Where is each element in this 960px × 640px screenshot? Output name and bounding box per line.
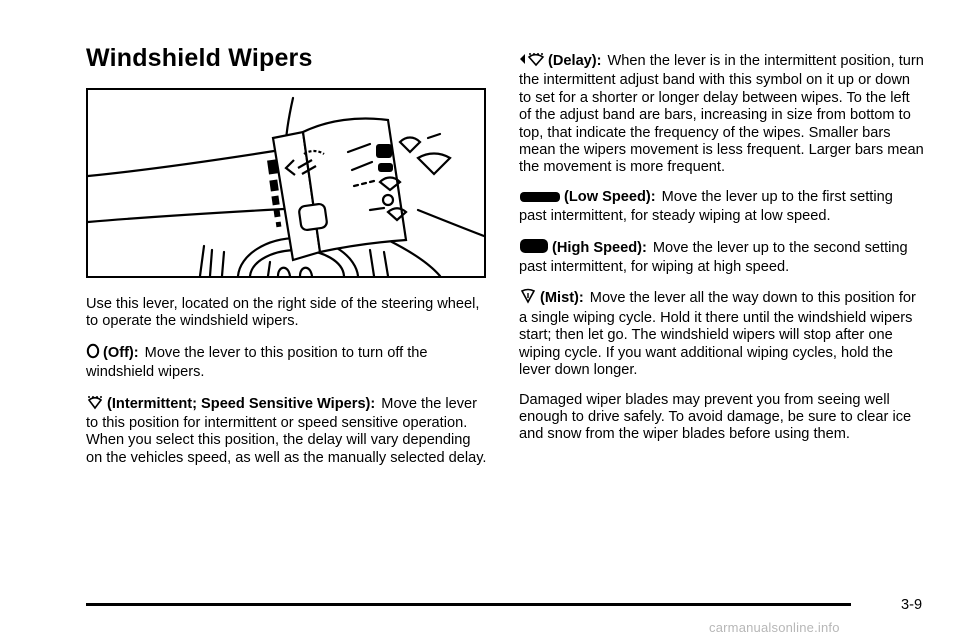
delay-wiper-icon [519,51,545,72]
page-number: 3-9 [901,597,923,613]
intermittent-text: Move the lever to this position for intermittent or speed sensitive operation. When you select this position, the delay will vary depending on the vehicles speed, as well as the manually selected delay. [86,395,487,466]
low-speed-term: (Low Speed): [564,188,656,205]
wiper-lever-drawing [88,90,484,276]
warning-paragraph: Damaged wiper blades may prevent you from seeing well enough to drive safely. To avoid damage, be sure to clear ice and snow from the wiper blades before using them. [519,391,912,443]
off-term: (Off): [103,344,139,361]
intermittent-wiper-icon [86,394,104,415]
page-title: Windshield Wipers [86,44,313,72]
intermittent-paragraph [86,394,490,468]
high-speed-bar-icon [519,238,549,259]
low-speed-text: Move the lever up to the first setting past intermittent, for steady wiping at low speed. [519,188,893,225]
watermark: carmanualsonline.info [709,620,840,635]
right-column [519,51,924,444]
high-speed-text: Move the lever up to the second setting past intermittent, for wiping at high speed. [519,239,908,276]
delay-term: (Delay): [548,53,602,69]
intro-paragraph: Use this lever, located on the right side of the steering wheel, to operate the windshield wipers. [86,296,480,330]
delay-text: When the lever is in the intermittent position, turn the intermittent adjust band with this symbol on it up or down to set for a shorter or longer delay between wipes. To the left of the adjust band are bars, increasing in size from bottom to top, that indicate the frequency of the wipes. Smaller bars mean the wipers movement is less frequent. Larger bars mean the movement is more frequent. [519,53,924,176]
low-speed-paragraph [519,189,924,226]
high-speed-term: (High Speed): [552,239,647,256]
high-speed-paragraph [519,238,924,277]
mist-term: (Mist): [540,290,584,307]
off-text: Move the lever to this position to turn off the windshield wipers. [86,344,428,381]
footer-rule [86,603,851,606]
mist-text: Move the lever all the way down to this position for a single wiping cycle. Hold it there until the windshield wipers start; then let go. The windshield wipers will stop after one wiping cycle. If you want additional wiping cycles, hold the lever down longer. [519,290,916,379]
mist-paragraph [519,288,924,379]
left-column [86,296,490,467]
off-circle-icon [86,343,100,364]
low-speed-bar-icon [519,191,561,208]
wiper-lever-illustration [86,88,486,278]
mist-wiper-icon [519,288,537,309]
intermittent-term: (Intermittent; Speed Sensitive Wipers): [107,395,376,412]
off-paragraph [86,343,490,382]
delay-paragraph [519,51,924,177]
